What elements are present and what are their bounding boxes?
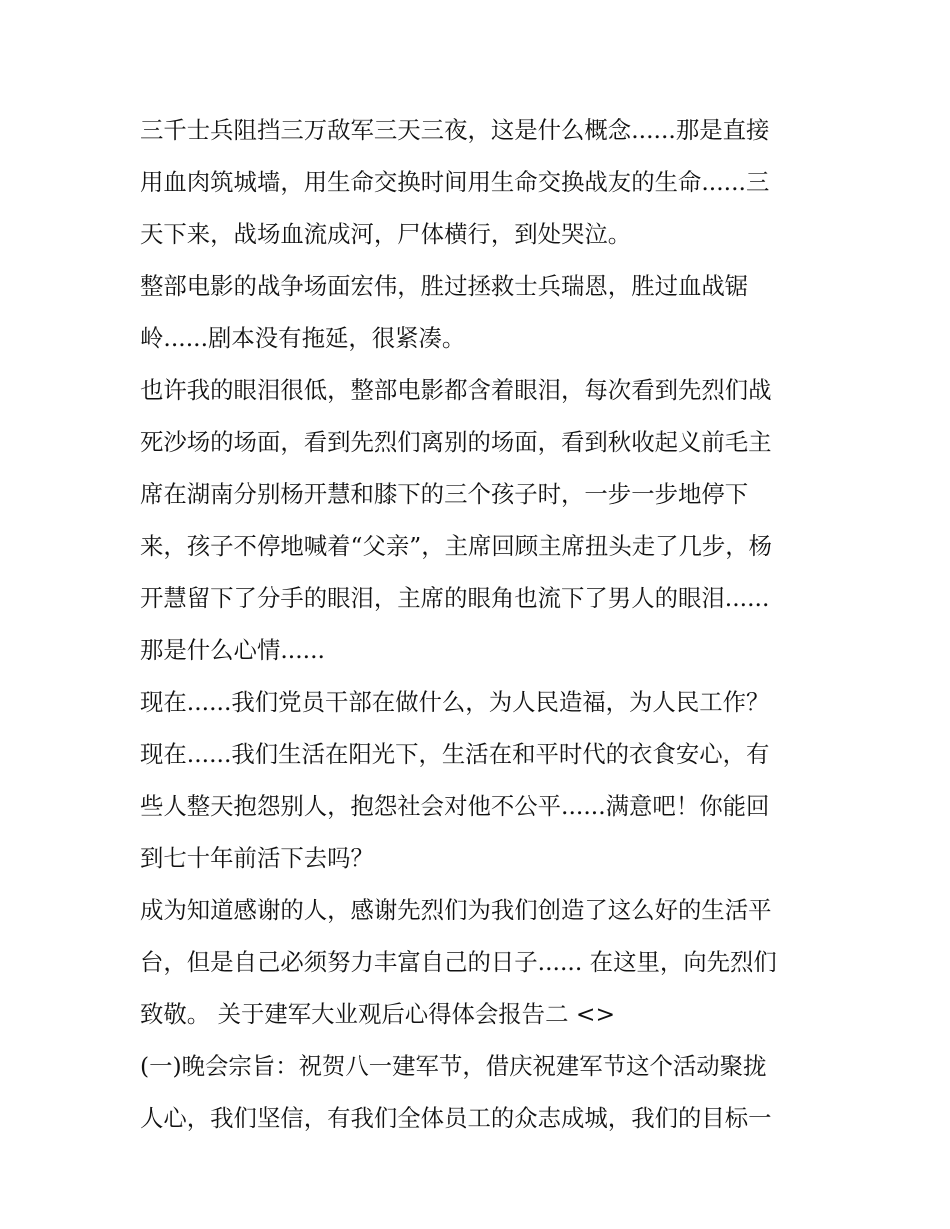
text-line: 到七十年前活下去吗？ — [140, 844, 374, 872]
text-line: 那是什么心情...... — [140, 636, 325, 664]
text-line: 天下来，战场血流成河，尸体横行，到处哭泣。 — [140, 220, 632, 248]
text-line: 用血肉筑城墙，用生命交换时间用生命交换战友的生命......三 — [140, 168, 770, 196]
document-body — [140, 104, 830, 1144]
text-line: (一)晚会宗旨：祝贺八一建军节，借庆祝建军节这个活动聚拢 — [140, 1052, 767, 1080]
text-line: 来，孩子不停地喊着“父亲”，主席回顾主席扭头走了几步，杨 — [140, 532, 773, 560]
text-line: 些人整天抱怨别人，抱怨社会对他不公平......满意吧！你能回 — [140, 792, 770, 820]
text-line: 人心，我们坚信，有我们全体员工的众志成城，我们的目标一 — [140, 1104, 772, 1132]
text-line: 致敬。 关于建军大业观后心得体会报告二 <> — [140, 1000, 616, 1028]
text-line: 开慧留下了分手的眼泪，主席的眼角也流下了男人的眼泪...... — [140, 584, 770, 612]
text-line: 死沙场的场面，看到先烈们离别的场面，看到秋收起义前毛主 — [140, 428, 772, 456]
text-line: 也许我的眼泪很低，整部电影都含着眼泪，每次看到先烈们战 — [140, 376, 772, 404]
text-line: 现在......我们生活在阳光下，生活在和平时代的衣食安心，有 — [140, 740, 770, 768]
text-line: 岭......剧本没有拖延，很紧凑。 — [140, 324, 466, 352]
text-line: 席在湖南分别杨开慧和膝下的三个孩子时，一步一步地停下 — [140, 480, 749, 508]
text-line: 现在......我们党员干部在做什么，为人民造福，为人民工作？ — [140, 688, 770, 716]
text-line: 台，但是自己必须努力丰富自己的日子...... 在这里，向先烈们 — [140, 948, 777, 976]
text-line: 整部电影的战争场面宏伟，胜过拯救士兵瑞恩，胜过血战锯 — [140, 272, 749, 300]
text-line: 三千士兵阻挡三万敌军三天三夜，这是什么概念......那是直接 — [140, 116, 770, 144]
text-line: 成为知道感谢的人，感谢先烈们为我们创造了这么好的生活平 — [140, 896, 772, 924]
